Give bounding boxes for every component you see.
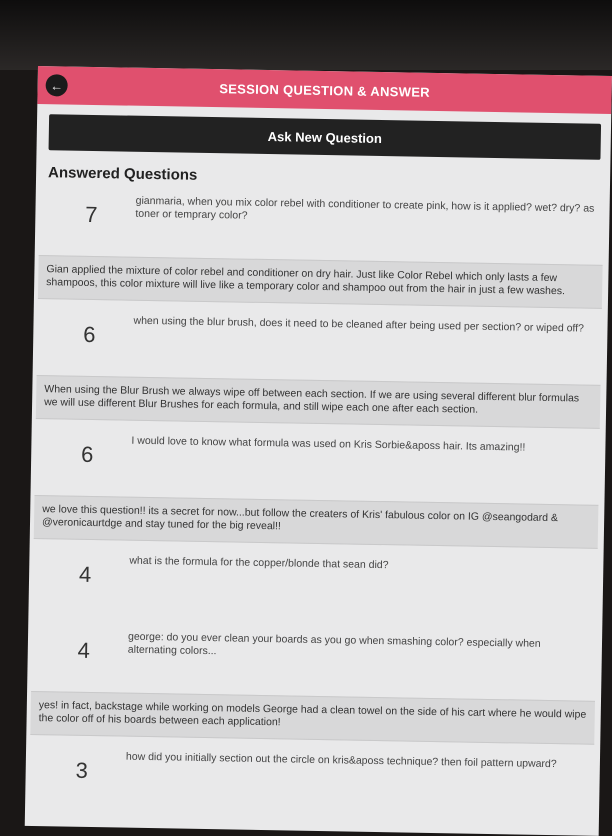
- question-text: how did you initially section out the circle on kris&aposs technique? then foil pattern upward?: [125, 750, 557, 771]
- question-row[interactable]: [35, 189, 610, 265]
- question-row[interactable]: [28, 549, 603, 625]
- answer-text: When using the Blur Brush we always wipe off between each section. If we are using several different blur formulas we will use different Blur Brushes for each formula, and still wipe each one after each section.: [36, 375, 601, 429]
- vote-count: 4: [78, 561, 92, 588]
- qa-item: [28, 549, 603, 625]
- vote-count: 6: [80, 441, 94, 468]
- answer-text: we love this question!! its a secret for now...but follow the creaters of Kris' fabulous color on IG @seangodard & @veronicaurtdge and stay tuned for the big reveal!!: [34, 495, 599, 549]
- question-text: what is the formula for the copper/blonde that sean did?: [129, 554, 389, 572]
- question-row[interactable]: [31, 429, 606, 505]
- qa-item: [26, 625, 602, 745]
- qa-item: [34, 189, 610, 309]
- vote-count: 7: [85, 201, 98, 228]
- ask-new-question-button[interactable]: Ask New Question: [49, 114, 602, 160]
- app-screen: [25, 66, 612, 836]
- question-text: when using the blur brush, does it need to be cleaned after being used per section? or wiped off?: [133, 314, 585, 335]
- qa-item: [32, 309, 608, 429]
- answer-text: yes! in fact, backstage while working on models George had a clean towel on the side of his cart where he would wipe the color off of his boards between each application!: [30, 691, 595, 745]
- back-arrow-icon[interactable]: ←: [45, 74, 67, 96]
- question-row[interactable]: [25, 745, 600, 821]
- vote-count: 3: [75, 757, 89, 783]
- answer-text: Gian applied the mixture of color rebel and conditioner on dry hair. Just like Color Rebel which only lasts a few shampoos, this color mixture will live like a temporary color and shampoo out from the hair in just a few washes.: [38, 255, 603, 309]
- section-title: Answered Questions: [47, 164, 198, 184]
- qa-item: [30, 429, 606, 549]
- device-bezel: [0, 0, 612, 70]
- qa-item: [25, 745, 600, 821]
- question-text: gianmaria, when you mix color rebel with conditioner to create pink, how is it applied? wet? dry? as toner or temprary color?: [135, 194, 595, 222]
- question-text: I would love to know what formula was used on Kris Sorbie&aposs hair. Its amazing!!: [131, 434, 526, 454]
- vote-count: 6: [82, 321, 96, 348]
- page-title: SESSION QUESTION & ANSWER: [219, 80, 431, 100]
- vote-count: 4: [77, 637, 91, 663]
- question-text: george: do you ever clean your boards as you go when smashing color? especially when alternating colors...: [127, 630, 541, 658]
- question-row[interactable]: [27, 625, 602, 701]
- question-row[interactable]: [33, 309, 608, 385]
- header-bar: [37, 66, 612, 114]
